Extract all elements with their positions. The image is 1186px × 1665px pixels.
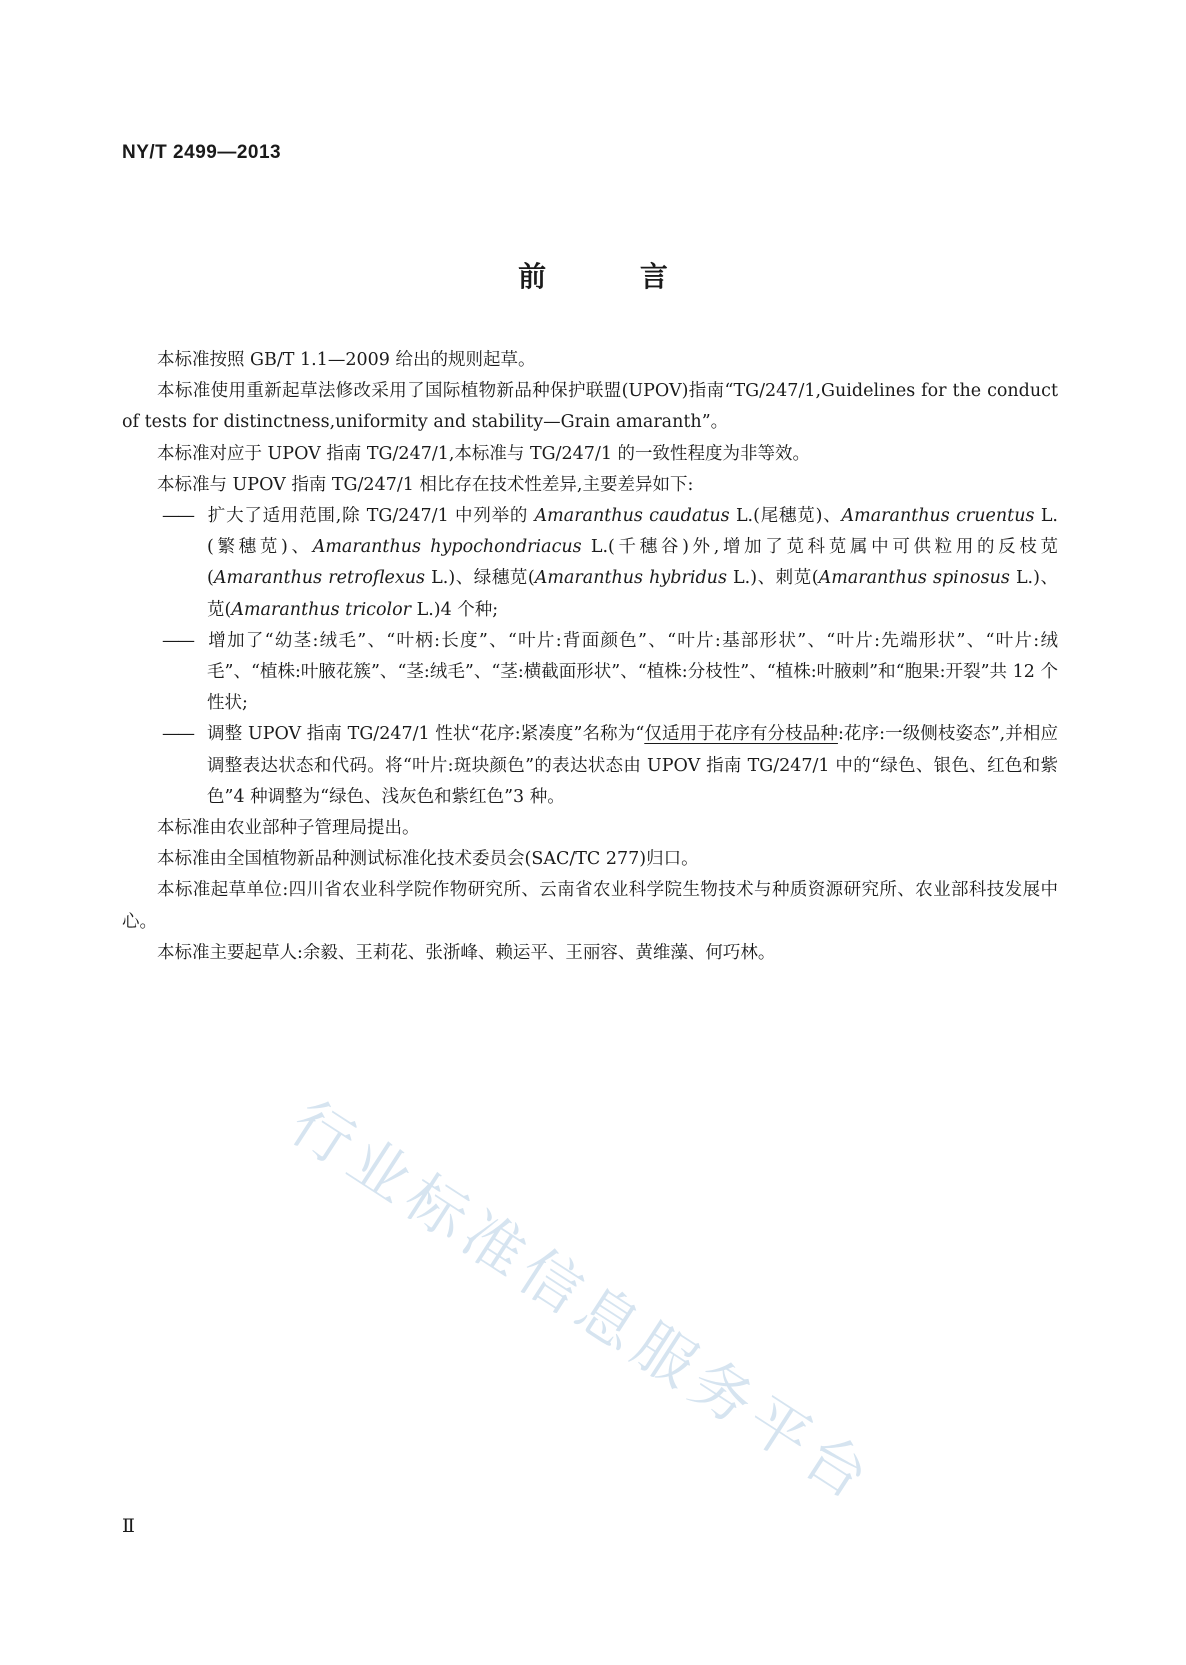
paragraph-differences-intro: 本标准与 UPOV 指南 TG/247/1 相比存在技术性差异,主要差异如下: [157, 474, 694, 495]
text-segment: 增加了“幼茎:绒毛”、“叶柄:长度”、“叶片:背面颜色”、“叶片:基部形状”、“叶片:先端形状”、“叶片:绒毛”、“植株:叶腋花簇”、“茎:绒毛”、“茎:横截面形状”、“植株:分枝性”、“植株:叶腋刺”和“胞果:开裂”共 12 个性状; [207, 630, 1058, 714]
text-segment: L.(千穗谷)外,增加了苋科苋属中可供粒用的反枝苋( [207, 537, 1059, 589]
species-name: Amaranthus tricolor [231, 599, 412, 620]
document-body [122, 345, 1058, 969]
underlined-text: 仅适用于花序有分枝品种 [644, 724, 838, 745]
paragraph-correspondence: 本标准对应于 UPOV 指南 TG/247/1,本标准与 TG/247/1 的一致性程度为非等效。 [157, 443, 811, 464]
watermark: 行业标准信息服务平台 [278, 1087, 887, 1517]
difference-item-scope [122, 501, 1058, 626]
paragraph-drafters: 本标准主要起草人:余毅、王莉花、张浙峰、赖运平、王丽容、黄维藻、何巧林。 [157, 942, 776, 963]
text-segment: L.)、苋( [207, 568, 1059, 620]
paragraph-adoption: 本标准使用重新起草法修改采用了国际植物新品种保护联盟(UPOV)指南“TG/247/1,Guidelines for the conduct of tests for distinctness,uniformity and stability—Grain amaranth”。 [122, 381, 1058, 433]
paragraph-proposer: 本标准由农业部种子管理局提出。 [157, 818, 420, 839]
text-segment: 调整 UPOV 指南 TG/247/1 性状“花序:紧凑度”名称为“ [207, 724, 645, 745]
species-name: Amaranthus retroflexus [213, 568, 426, 589]
page-number: Ⅱ [122, 1515, 135, 1537]
species-name: Amaranthus caudatus [534, 506, 730, 527]
species-name: Amaranthus spinosus [818, 568, 1010, 589]
paragraph-drafting-rules: 本标准按照 GB/T 1.1—2009 给出的规则起草。 [157, 350, 536, 370]
text-segment: L.)、刺苋( [726, 568, 819, 589]
difference-item-adjustment [122, 719, 1058, 813]
text-segment: :花序:一级侧枝姿态”,并相应调整表达状态和代码。将“叶片:斑块颜色”的表达状态由 UPOV 指南 TG/247/1 中的“绿色、银色、红色和紫色”4 种调整为“绿色、浅灰色和紫红色”3 种。 [207, 724, 1058, 807]
paragraph-drafting-units: 本标准起草单位:四川省农业科学院作物研究所、云南省农业科学院生物技术与种质资源研究所、农业部科技发展中心。 [122, 880, 1058, 932]
dash-marker: —— [162, 724, 193, 745]
page-title: 前 言 [518, 260, 710, 293]
paragraph-centralized: 本标准由全国植物新品种测试标准化技术委员会(SAC/TC 277)归口。 [157, 849, 699, 870]
dash-marker: —— [162, 630, 193, 651]
difference-item-traits [122, 626, 1058, 720]
text-segment: L.(繁穗苋)、 [207, 506, 1058, 558]
text-segment: L.)4 个种; [411, 599, 499, 620]
standard-code: NY/T 2499—2013 [122, 142, 282, 163]
species-name: Amaranthus hypochondriacus [312, 537, 582, 558]
text-segment: 扩大了适用范围,除 TG/247/1 中列举的 [207, 506, 535, 527]
species-name: Amaranthus hybridus [534, 568, 727, 589]
dash-marker: —— [162, 506, 193, 527]
species-name: Amaranthus cruentus [841, 506, 1035, 527]
text-segment: L.(尾穗苋)、 [729, 506, 842, 527]
text-segment: L.)、绿穗苋( [425, 568, 535, 589]
